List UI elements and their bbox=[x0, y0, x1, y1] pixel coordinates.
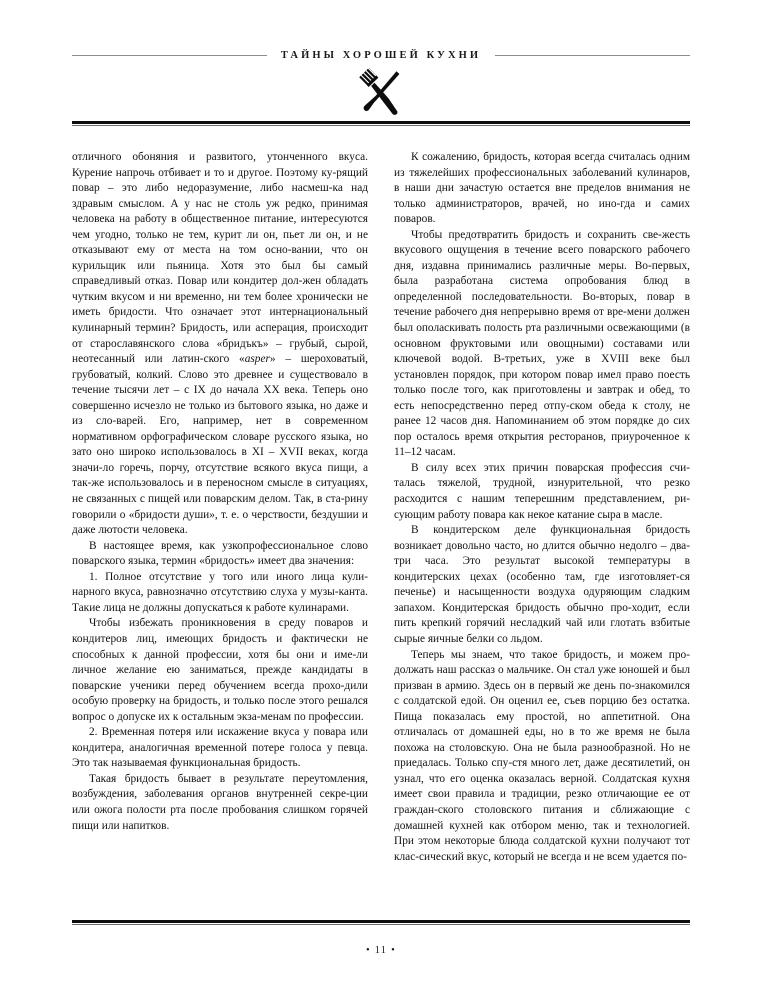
paragraph: отличного обоняния и развитого, утонченного вкуса. Курение напрочь отбивает и то и другое. Поэтому ку-рящий повар – это либо недоразумение, либо насмеш-ка над здравым смыслом. А у нас не столь уж редко, принимая человека на работу в общественное питание, интересуются чем угодно, только не тем, курит ли он, пьет ли он, и не отказывают ему от места на том осно-вании, что он курильщик или пьяница. Хотя это был бы самый справедливый отказ. Повар или кондитер дол-жен обладать чутким вкусом и ни временно, ни тем более хронически не иметь бридости. Что означает этот интернациональный кулинарный термин? Бридость, или асперация, происходит от старославянского слова «бридъкъ» – грубый, сырой, неотесанный или латин-ского «asper» – шероховатый, грубоватый, колкий. Слово это древнее и существовало в течение тысячи лет – с IX до начала XX века. Теперь оно совершенно исчезло не только из бытового языка, но даже и из сло-варей. Его, например, нет в современном нормативном орфографическом словаре русского языка, но зато оно широко использовалось в XI – XVII веках, когда значи-ло горечь, порчу, отсутствие всякого вкуса пищи, а так-же использовалось и в переносном смысле в ситуациях, не связанных с пищей или поварским делом. Так, в ста-рину говорили о «бридости души», т. е. о черствости, бездушии и даже лютости человека. bbox=[72, 151, 368, 537]
ornament-block bbox=[0, 68, 762, 118]
rule-bottom bbox=[72, 920, 690, 925]
paragraph: Такая бридость бывает в результате переутомления, возбуждения, заболевания органов внутренней секре-ции или ожога полости рта после пробования слишком горячей пищи или напитков. bbox=[72, 772, 368, 832]
running-head-title: ТАЙНЫ ХОРОШЕЙ КУХНИ bbox=[280, 49, 482, 61]
rule-top-thin bbox=[72, 125, 690, 126]
running-head-rule-right bbox=[495, 55, 690, 56]
rule-top-thick bbox=[72, 121, 690, 124]
rule-bottom-thin bbox=[72, 924, 690, 925]
paragraph: Теперь мы знаем, что такое бридость, и можем про-должать наш рассказ о мальчике. Он стал уже юношей и был призван в армию. Здесь он в первый же день по-знакомился с солдатской едой. Он оценил ее, съев порцию без остатка. Пища показалась ему простой, но аппетитной. Она отличалась от домашней еды, но в то же время не была похожа на столовскую. Она не была разнообразной. Но не приедалась. Только спу-стя много лет, даже десятилетий, он узнал, что его оценка оказалась верной. Солдатская кухня имеет свои правила и традиции, резко отличающие ее от граждан-ского столовского питания и сближающие с домашней кухней как отбором меню, так и технологией. При этом некоторые блюда солдатской кухни получают тот клас-сический вкус, который не всегда и не всем удается по- bbox=[394, 648, 690, 863]
running-head-rule-left bbox=[72, 55, 267, 56]
column-right bbox=[394, 150, 690, 910]
latin-term: asper bbox=[244, 353, 270, 366]
column-left bbox=[72, 150, 368, 910]
text-columns bbox=[72, 150, 690, 910]
page-number: • 11 • bbox=[366, 945, 396, 956]
crossed-fork-and-knife-icon bbox=[354, 68, 408, 118]
paragraph: 1. Полное отсутствие у того или иного лица кули-нарного вкуса, равнозначно отсутствию слуха у музы-канта. Такие лица не должны допускаться к работе кулинарами. bbox=[72, 570, 368, 614]
paragraph: В силу всех этих причин поварская профессия счи-талась тяжелой, трудной, изнурительной, что резко расходится с нашим теперешним представлением, ри-сующим работу повара как некое катание сыра в масле. bbox=[394, 461, 690, 521]
rule-top bbox=[72, 121, 690, 126]
paragraph: 2. Временная потеря или искажение вкуса у повара или кондитера, аналогичная временной потере голоса у певца. Это так называемая функциональная бридость. bbox=[72, 726, 368, 770]
running-head bbox=[72, 47, 690, 63]
paragraph: В настоящее время, как узкопрофессиональное слово поварского языка, термин «бридость» имеет два значения: bbox=[72, 539, 368, 568]
paragraph: Чтобы предотвратить бридость и сохранить све-жесть вкусового ощущения в течение всего поварского рабочего дня, издавна принимались различные меры. Во-первых, была разработана система опробования блюд в определенной последовательности. Во-вторых, повар в течение рабочего дня непрерывно время от вре-мени должен был ополаскивать полость рта различными освежающими (в основном фруктовыми или овощными) составами или ключевой водой. В-третьих, уже в XVIII веке был установлен порядок, при котором повар имел право поесть только после того, как приготовлены и завтрак и обед, то есть непосредственно перед отпу-ском обеда к столу, не ранее 12 часов дня. Напоминанием об этом порядке до сих пор осталось время открытия ресторанов, приуроченное к 11–12 часам. bbox=[394, 228, 690, 459]
rule-bottom-thick bbox=[72, 920, 690, 923]
paragraph: Чтобы избежать проникновения в среду поваров и кондитеров лиц, имеющих бридость и фактически не способных к данной профессии, хотя бы они и име-ли личное желание ею заниматься, прежде кандидаты в поварские ученики перед обучением всегда прохо-дили особую проверку на бридость, и только после этого решался вопрос о допуске их к остальным экза-менам по профессии. bbox=[72, 617, 368, 723]
paragraph: К сожалению, бридость, которая всегда считалась одним из тяжелейших профессиональных заболеваний кулинаров, в наши дни зачастую остается вне пределов внимания не только администраторов, врачей, но ино-гда и самих поваров. bbox=[394, 151, 690, 226]
paragraph: В кондитерском деле функциональная бридость возникает довольно часто, но длится обычно недолго – два-три часа. Это результат высокой температуры в кондитерских цехах (особенно там, где изготовляет-ся печенье) и насыщенности воздуха одуряющим сладким запахом. Кондитерская бридость обычно про-ходит, если пить крепкий горячий несладкий чай или глотать взбитые сырые яичные белки со льдом. bbox=[394, 524, 690, 645]
